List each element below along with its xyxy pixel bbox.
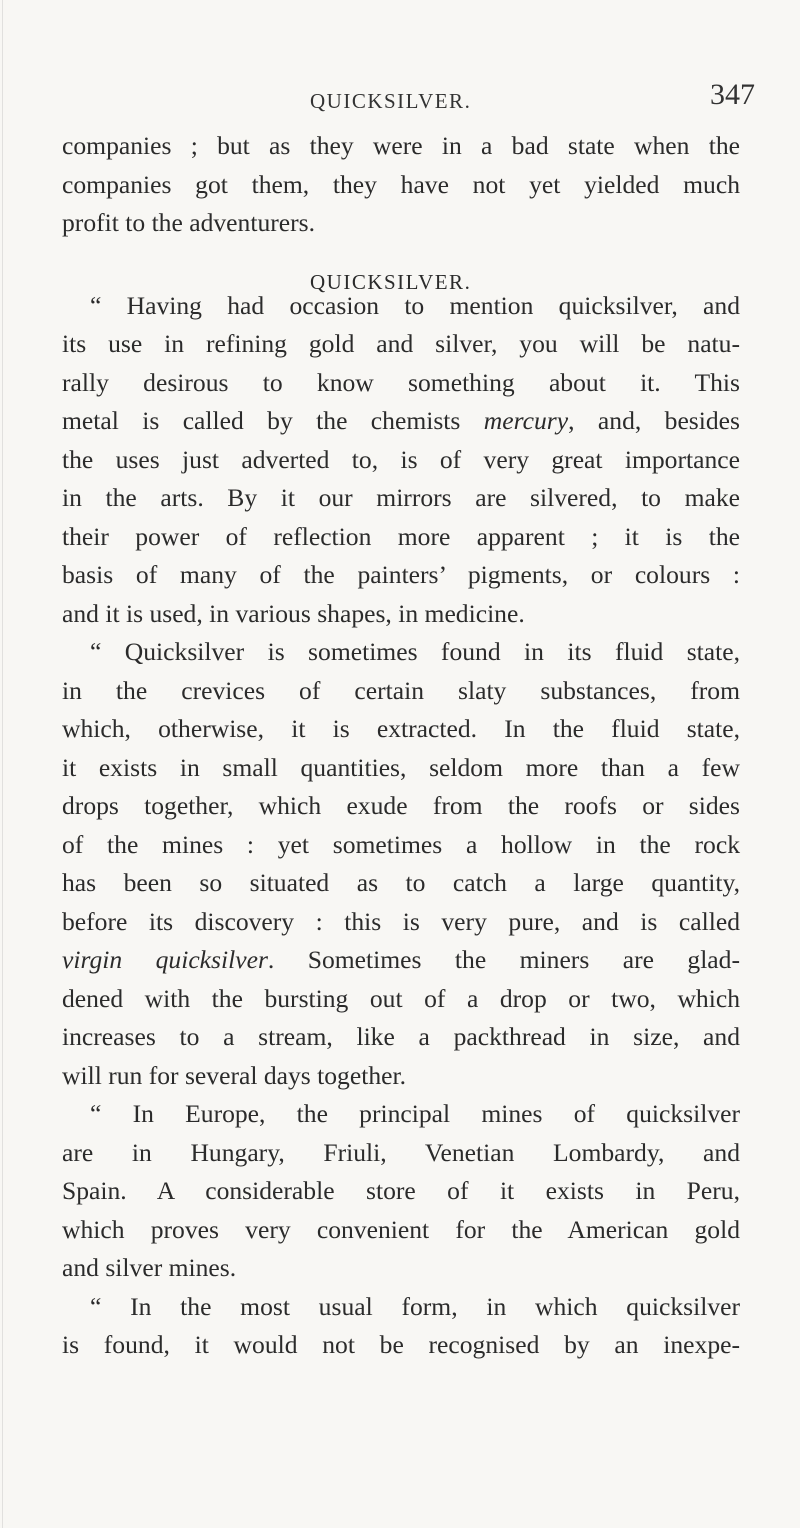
text-line: and silver mines.	[62, 1253, 237, 1282]
text-line: drops together, which exude from the roofs or sides	[62, 791, 740, 820]
text-line: “ Quicksilver is sometimes found in its fluid state,	[90, 637, 740, 666]
text-line: profit to the adventurers.	[62, 208, 316, 237]
text-line: “ Having had occasion to mention quicksilver, and	[90, 290, 740, 320]
text-line-with-italic	[62, 941, 740, 980]
text-line: “ In the most usual form, in which quicksilver	[90, 1291, 740, 1321]
text-line: will run for several days together.	[62, 1060, 406, 1090]
running-head: QUICKSILVER.	[310, 89, 472, 113]
text-line: it exists in small quantities, seldom more than a few	[62, 752, 740, 782]
text-line: in the crevices of certain slaty substances, from	[62, 675, 740, 705]
text-run: . Sometimes the miners are glad-	[267, 945, 740, 974]
text-line: is found, it would not be recognised by an inexpe-	[62, 1330, 740, 1359]
text-line: basis of many of the painters’ pigments, or colours :	[62, 560, 740, 589]
text-line-with-italic	[62, 402, 740, 441]
text-line: dened with the bursting out of a drop or two, which	[62, 983, 740, 1013]
text-line: in the arts. By it our mirrors are silvered, to make	[62, 483, 740, 512]
text-line: companies ; but as they were in a bad state when the	[62, 131, 740, 160]
text-line: rally desirous to know something about it. This	[62, 367, 740, 397]
text-line: has been so situated as to catch a large quantity,	[62, 868, 740, 897]
text-line: their power of reflection more apparent ; it is the	[62, 521, 740, 551]
page-text	[62, 127, 740, 1365]
section-heading: QUICKSILVER.	[310, 269, 472, 294]
text-line: are in Hungary, Friuli, Venetian Lombardy, and	[62, 1137, 740, 1167]
text-line: of the mines : yet sometimes a hollow in the rock	[62, 829, 740, 859]
text-run: metal is called by the chemists	[62, 406, 461, 435]
page-edge-shadow	[2, 0, 3, 1528]
text-line: “ In Europe, the principal mines of quicksilver	[90, 1099, 740, 1128]
text-run: , and, besides	[568, 406, 740, 435]
text-line: companies got them, they have not yet yielded much	[62, 169, 740, 199]
italic-term: mercury	[483, 406, 569, 435]
text-line: before its discovery : this is very pure, and is called	[62, 906, 740, 936]
text-line: which, otherwise, it is extracted. In the fluid state,	[62, 714, 740, 743]
page-header	[0, 78, 800, 118]
page-number: 347	[710, 78, 755, 111]
text-line: Spain. A considerable store of it exists in Peru,	[62, 1176, 740, 1205]
text-line: its use in refining gold and silver, you will be natu-	[62, 329, 740, 358]
text-line: the uses just adverted to, is of very great importance	[62, 444, 740, 474]
text-line: which proves very convenient for the American gold	[62, 1214, 740, 1244]
italic-term: virgin quicksilver	[62, 945, 268, 974]
text-line: and it is used, in various shapes, in medicine.	[62, 598, 525, 628]
text-line: increases to a stream, like a packthread in size, and	[62, 1022, 740, 1051]
